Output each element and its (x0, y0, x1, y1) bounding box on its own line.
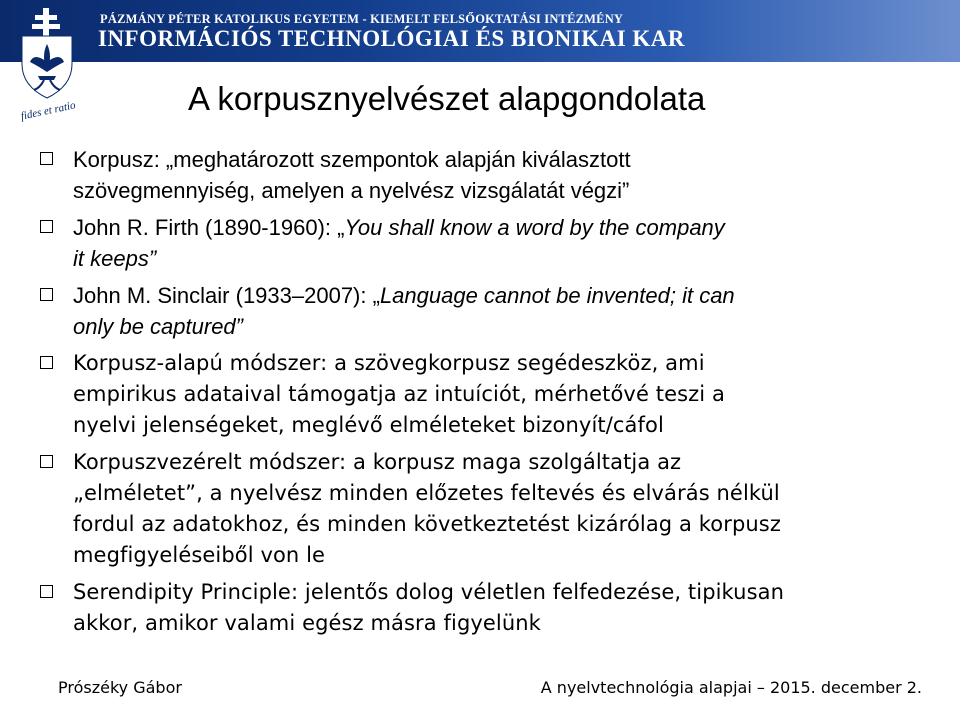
bullet-line (73, 348, 940, 379)
footer-course-date: A nyelvtechnológia alapjai – 2015. december 2. (540, 678, 922, 697)
faculty-name: INFORMÁCIÓS TECHNOLÓGIAI ÉS BIONIKAI KAR (98, 26, 686, 51)
university-name: PÁZMÁNY PÉTER KATOLIKUS EGYETEM - KIEMELT FELSŐOKTATÁSI INTÉZMÉNY (100, 12, 624, 26)
bullet-text (73, 447, 940, 571)
bullet-segment: szövegmennyiség, amelyen a nyelvész vizsgálatát végzi” (73, 178, 630, 203)
bullet-line (73, 311, 940, 342)
bullet-line (73, 144, 940, 175)
bullet-line (73, 540, 940, 571)
checkbox-bullet-icon (40, 356, 53, 369)
bullet-segment: John R. Firth (1890-1960): „ (73, 215, 345, 240)
bullet-segment: Korpusz-alapú módszer: a szövegkorpusz segédeszköz, ami (73, 351, 705, 375)
bullet-line (73, 175, 940, 206)
bullet-item (40, 144, 940, 206)
bullet-text (73, 577, 940, 639)
crest-motto: fides et ratio (19, 99, 77, 123)
bullet-segment: Korpuszvezérelt módszer: a korpusz maga szolgáltatja az (73, 450, 682, 474)
bullet-line (73, 280, 940, 311)
bullet-item (40, 280, 940, 342)
bullet-segment: Korpusz: „meghatározott szempontok alapján kiválasztott (73, 147, 631, 172)
bullet-list (40, 144, 940, 645)
bullet-line (73, 243, 940, 274)
bullet-text (73, 212, 940, 274)
header-banner (0, 0, 960, 62)
bullet-line (73, 410, 940, 441)
bullet-item (40, 447, 940, 571)
bullet-line (73, 608, 940, 639)
checkbox-bullet-icon (40, 152, 53, 165)
checkbox-bullet-icon (40, 220, 53, 233)
slide-title: A korpusznyelvészet alapgondolata (188, 80, 706, 117)
bullet-line (73, 212, 940, 243)
bullet-line (73, 577, 940, 608)
checkbox-bullet-icon (40, 288, 53, 301)
bullet-segment: nyelvi jelenségeket, meglévő elméleteket bizonyít/cáfol (73, 413, 664, 437)
bullet-line (73, 379, 940, 410)
bullet-segment: only be captured” (73, 314, 243, 339)
university-crest-icon (8, 6, 86, 124)
checkbox-bullet-icon (40, 455, 53, 468)
bullet-text (73, 348, 940, 441)
bullet-item (40, 212, 940, 274)
bullet-segment: Language cannot be invented; it can (379, 283, 735, 308)
bullet-text (73, 280, 940, 342)
bullet-segment: it keeps” (73, 246, 157, 271)
bullet-item (40, 348, 940, 441)
bullet-line (73, 478, 940, 509)
bullet-segment: fordul az adatokhoz, és minden következtetést kizárólag a korpusz (73, 512, 781, 536)
bullet-text (73, 144, 940, 206)
bullet-segment: megfigyeléseiből von le (73, 543, 326, 567)
bullet-line (73, 509, 940, 540)
bullet-segment: Serendipity Principle: jelentős dolog véletlen felfedezése, tipikusan (73, 580, 785, 604)
checkbox-bullet-icon (40, 585, 53, 598)
bullet-segment: akkor, amikor valami egész másra figyelünk (73, 611, 541, 635)
bullet-line (73, 447, 940, 478)
footer-author: Prószéky Gábor (58, 678, 182, 697)
bullet-segment: John M. Sinclair (1933–2007): „ (73, 283, 380, 308)
bullet-item (40, 577, 940, 639)
bullet-segment: You shall know a word by the company (344, 215, 725, 240)
bullet-segment: „elméletet”, a nyelvész minden előzetes feltevés és elvárás nélkül (73, 481, 780, 505)
bullet-segment: empirikus adataival támogatja az intuíciót, mérhetővé teszi a (73, 382, 725, 406)
